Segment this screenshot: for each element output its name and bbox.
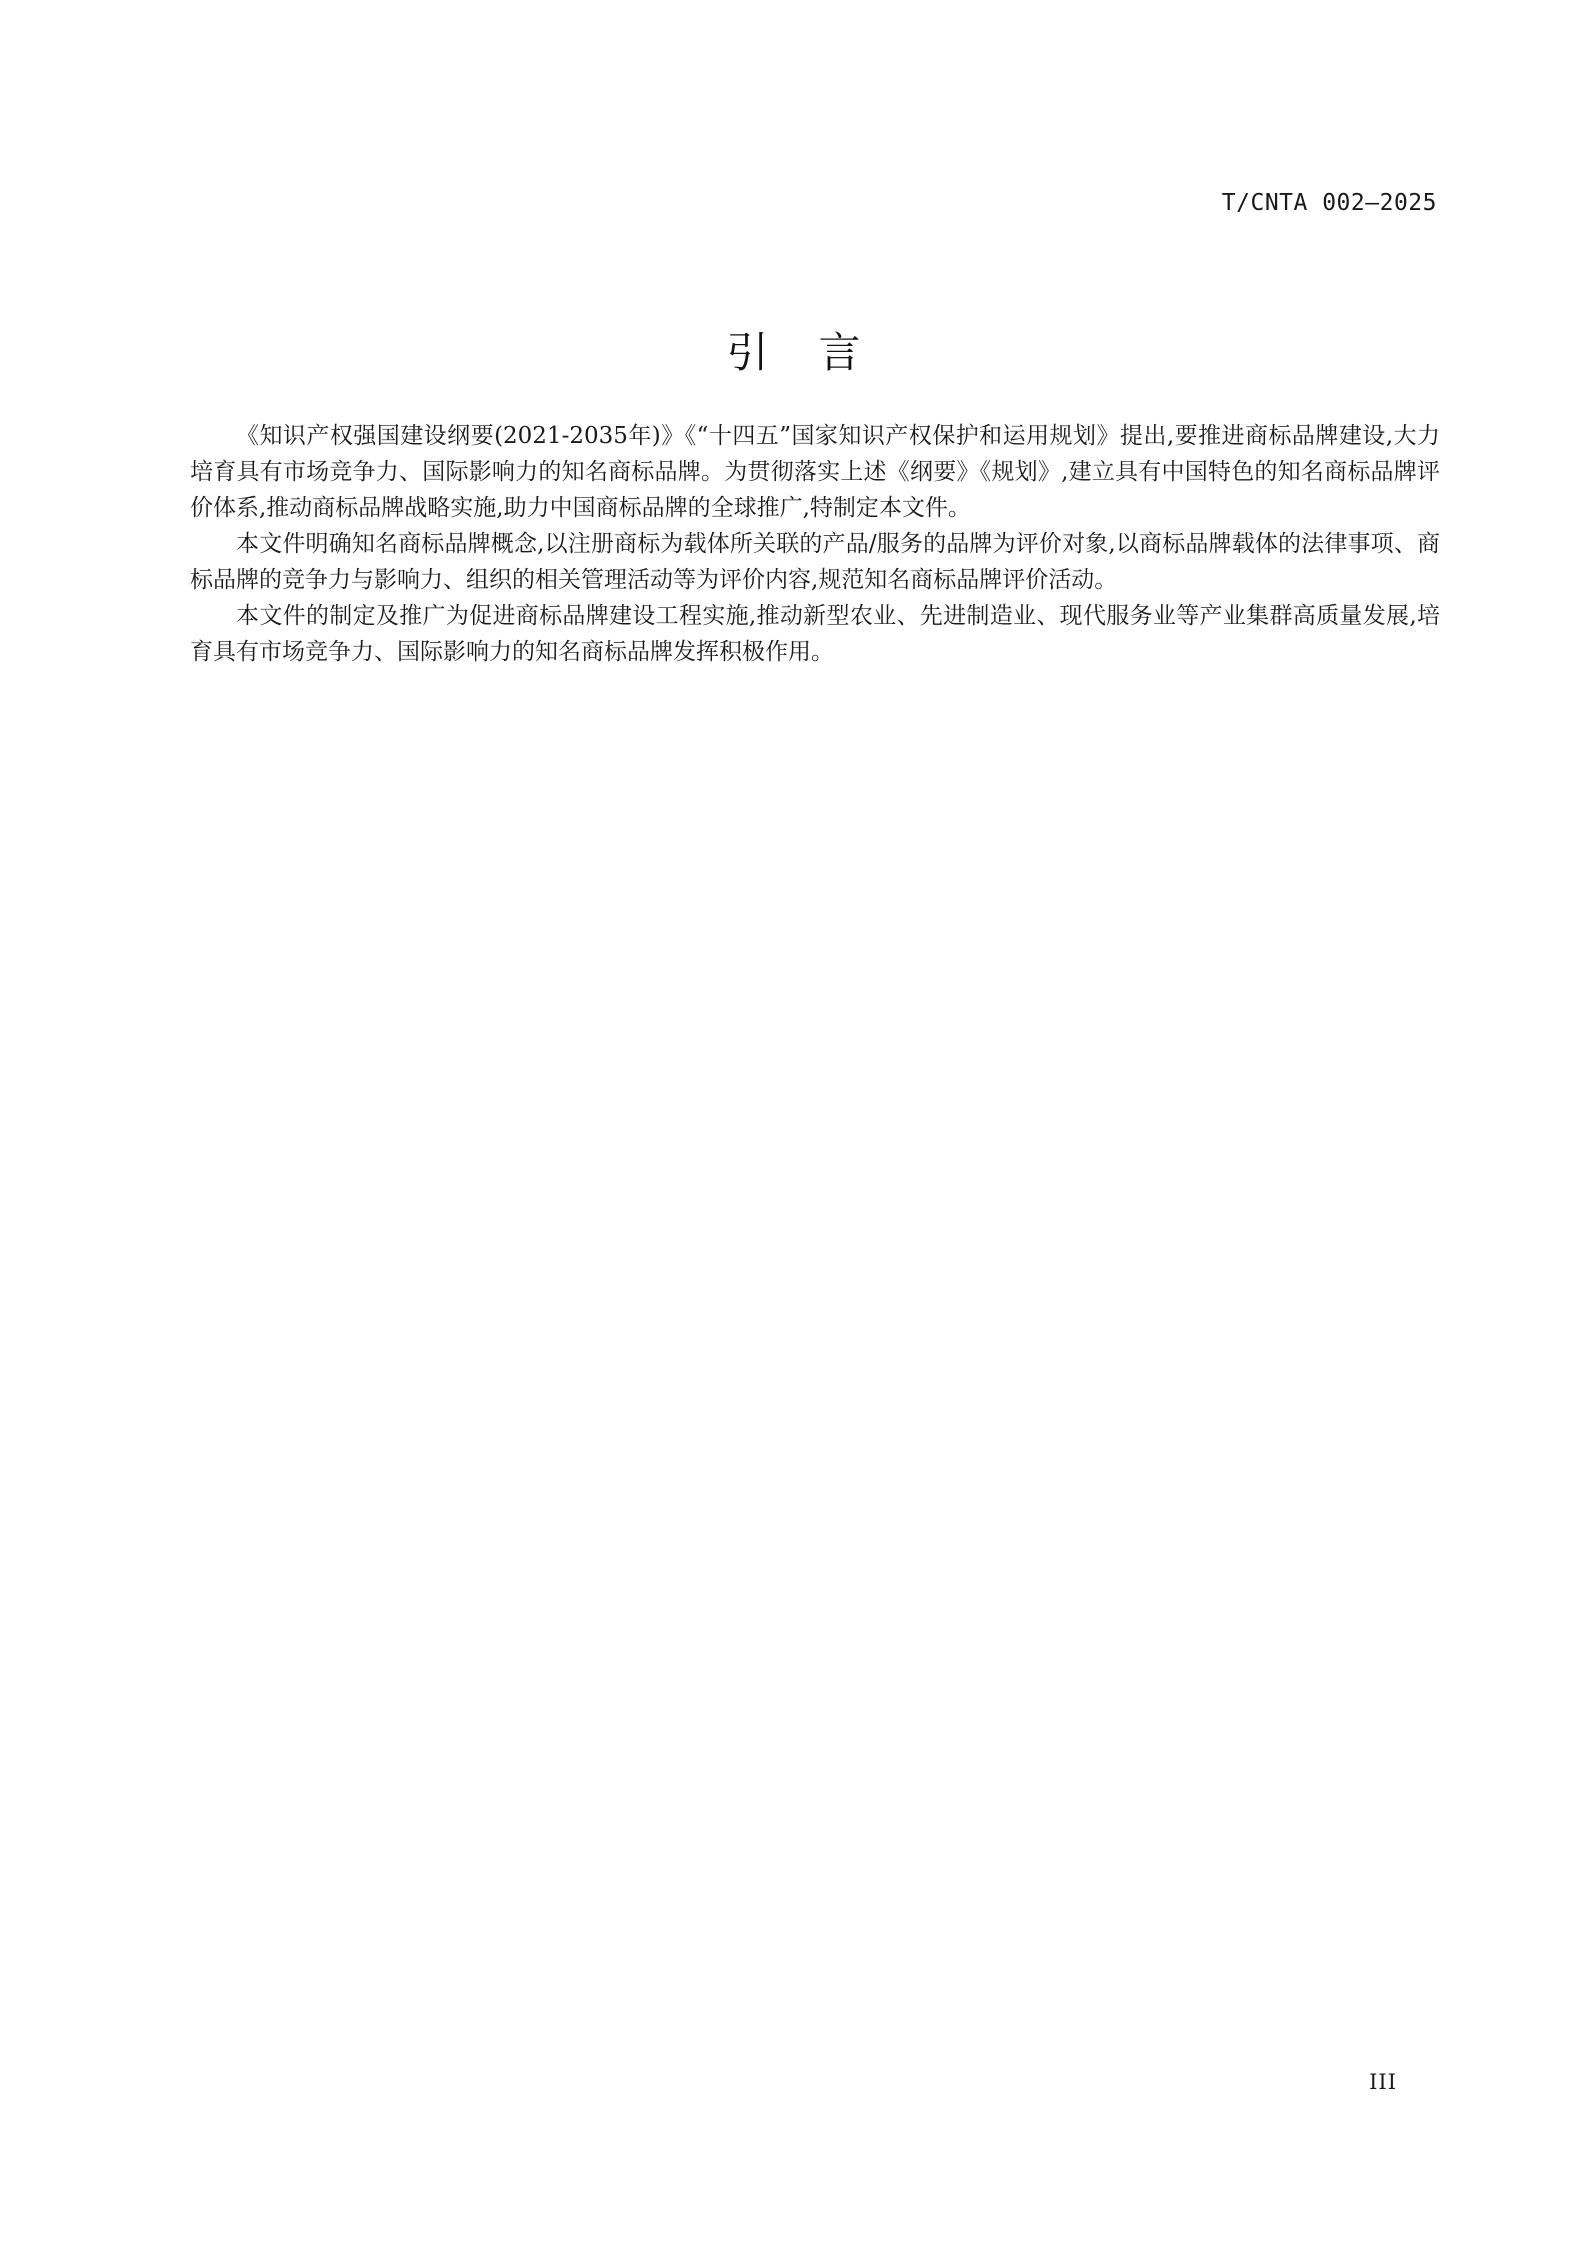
paragraph: 本文件的制定及推广为促进商标品牌建设工程实施,推动新型农业、先进制造业、现代服务业等产业集群高质量发展,培育具有市场竞争力、国际影响力的知名商标品牌发挥积极作用。 xyxy=(190,603,1440,665)
document-code: T/CNTA 002—2025 xyxy=(1221,190,1437,216)
page-number: III xyxy=(1369,2070,1397,2094)
paragraph: 本文件明确知名商标品牌概念,以注册商标为载体所关联的产品/服务的品牌为评价对象,以商标品牌载体的法律事项、商标品牌的竞争力与影响力、组织的相关管理活动等为评价内容,规范知名商标品牌评价活动。 xyxy=(190,531,1440,593)
body-text xyxy=(190,418,1440,670)
page-title: 引言 xyxy=(726,328,911,377)
paragraph: 《知识产权强国建设纲要(2021-2035年)》《“十四五”国家知识产权保护和运用规划》提出,要推进商标品牌建设,大力培育具有市场竞争力、国际影响力的知名商标品牌。为贯彻落实上述《纲要》《规划》,建立具有中国特色的知名商标品牌评价体系,推动商标品牌战略实施,助力中国商标品牌的全球推广,特制定本文件。 xyxy=(190,423,1440,521)
